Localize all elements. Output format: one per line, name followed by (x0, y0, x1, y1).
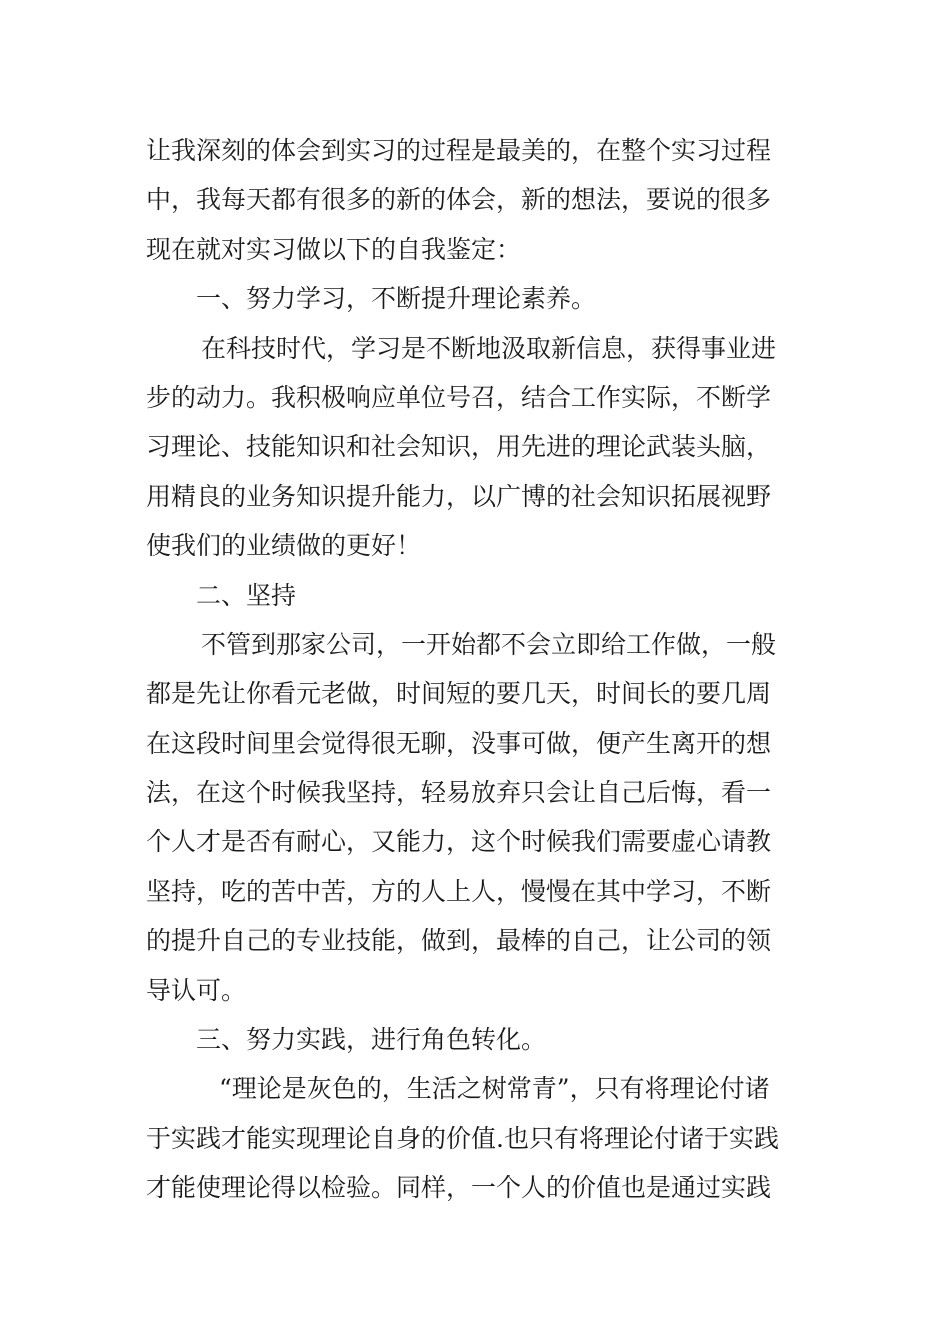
text-line: 导认可。 (146, 975, 247, 1005)
text-line: 在科技时代，学习是不断地汲取新信息，获得事业进 (201, 333, 777, 363)
text-line: 于实践才能实现理论自身的价值.也只有将理论付诸于实践 (146, 1123, 779, 1153)
text-line: 在这段时间里会觉得很无聊，没事可做，便产生离开的想 (146, 728, 772, 758)
text-line: 不管到那家公司，一开始都不会立即给工作做，一般 (201, 629, 777, 659)
text-line: 坚持，吃的苦中苦，方的人上人，慢慢在其中学习，不断 (146, 876, 772, 906)
text-line: 现在就对实习做以下的自我鉴定： (146, 234, 522, 264)
section-heading-2: 二、坚持 (196, 580, 297, 610)
text-line: 都是先让你看元老做，时间短的要几天，时间长的要几周 (146, 679, 772, 709)
text-line: “理论是灰色的，生活之树常青”，只有将理论付诸 (219, 1074, 770, 1104)
text-line: 法，在这个时候我坚持，轻易放弃只会让自己后悔，看一 (146, 778, 772, 808)
text-line: 的提升自己的专业技能，做到，最棒的自己，让公司的领 (146, 926, 772, 956)
text-line: 使我们的业绩做的更好！ (146, 531, 422, 561)
document-body (146, 126, 806, 1213)
text-line: 用精良的业务知识提升能力，以广博的社会知识拓展视野 (146, 481, 772, 511)
text-line: 步的动力。我积极响应单位号召，结合工作实际，不断学 (146, 382, 772, 412)
text-line: 才能使理论得以检验。同样，一个人的价值也是通过实践 (146, 1173, 772, 1203)
section-heading-1: 一、努力学习，不断提升理论素养。 (196, 284, 597, 314)
text-line: 个人才是否有耐心，又能力，这个时候我们需要虚心请教 (146, 827, 772, 857)
text-line: 中，我每天都有很多的新的体会，新的想法，要说的很多 (146, 185, 772, 215)
text-line: 让我深刻的体会到实习的过程是最美的，在整个实习过程 (146, 136, 772, 165)
text-line: 习理论、技能知识和社会知识，用先进的理论武装头脑， (146, 432, 772, 462)
section-heading-3: 三、努力实践，进行角色转化。 (196, 1025, 547, 1055)
